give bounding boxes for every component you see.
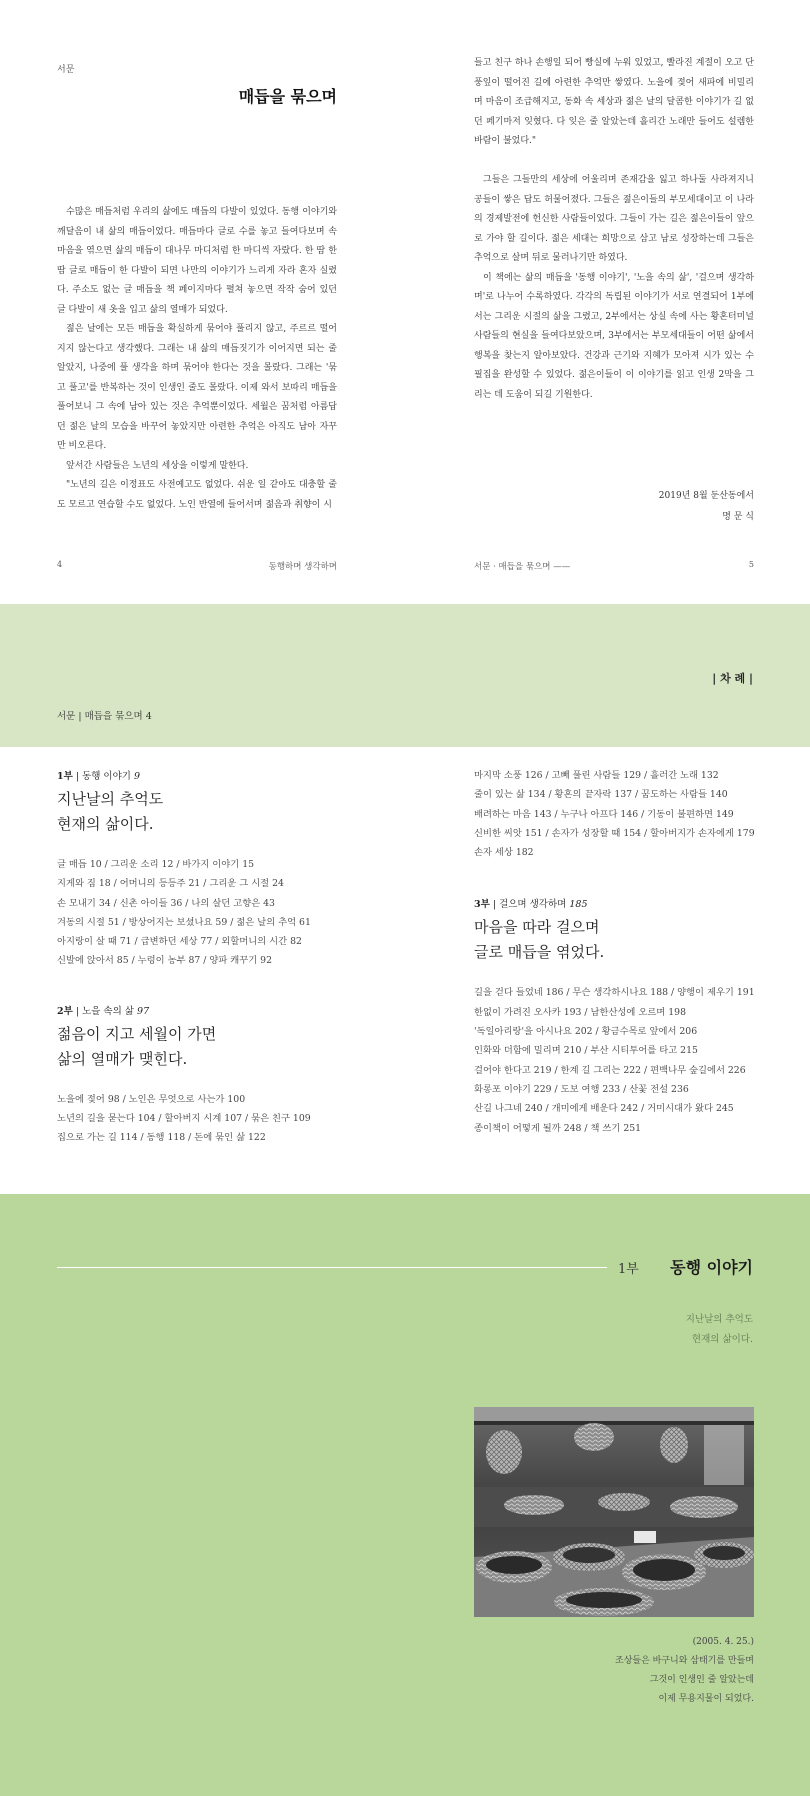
- basket-photo-image: [474, 1407, 754, 1617]
- toc-right-column: [474, 766, 774, 1138]
- separator: |: [492, 899, 500, 911]
- preface-author: 명 문 식: [722, 512, 754, 522]
- toc-entry-row[interactable]: 신비한 씨앗 151 / 손자가 성장할 때 154 / 할아버지가 손자에게 179: [474, 827, 755, 839]
- part3-page: 185: [569, 899, 588, 911]
- part2-title-line: 삶의 열매가 맺힌다.: [57, 1049, 188, 1068]
- toc-left-column: [57, 768, 387, 1148]
- toc-header-band: [0, 604, 810, 747]
- part3-number: 3부: [474, 899, 490, 911]
- table-of-contents: [0, 604, 810, 1194]
- preface-body-right: [474, 54, 754, 405]
- toc-heading: | 차 례 |: [712, 672, 753, 685]
- part1-opener-page: [0, 1194, 810, 1796]
- toc-entry-row[interactable]: 걸어야 한다고 219 / 한계 길 그리는 222 / 편백나무 숲길에서 226: [474, 1064, 746, 1076]
- toc-entry-row[interactable]: '독일아리랑'을 아시나요 202 / 황금수목로 앞에서 206: [474, 1026, 698, 1038]
- running-head-right: 서문 · 매듭을 묶으며 ——: [474, 562, 571, 572]
- preface-paragraph: 그들은 그들만의 세상에 어울리며 존재감을 잃고 하나둘 사라져지니 공들이 쌓은 답도 허물어졌다. 그들은 젊은이들의 부모세대이고 이 나라의 경제발전에 헌신한 사람들이었다. 그들이 가는 길은 젊은이들이 앞으로 가야 할 길이다. 젊은 세대는 희망으로 삼고 남로 성장하는데 그들은 추억으로 살며 뒤로 물러나기만 하였다.: [474, 175, 754, 263]
- toc-entry-row[interactable]: 집으로 가는 길 114 / 동행 118 / 돈에 묶인 삶 122: [57, 1132, 266, 1144]
- part2-name: 노을 속의 삶: [82, 1005, 134, 1017]
- part1-page: 9: [134, 771, 141, 782]
- part2-entries-continued: [474, 766, 774, 862]
- toc-entry-row[interactable]: 노을에 젖어 98 / 노인은 무엇으로 사는가 100: [57, 1093, 246, 1105]
- section-label: 서문: [57, 65, 75, 75]
- toc-entry-row[interactable]: 마지막 소풍 126 / 고빼 풀린 사람들 129 / 흘러간 노래 132: [474, 770, 719, 781]
- part2-entries: [57, 1090, 387, 1148]
- part2-page: 97: [137, 1005, 150, 1017]
- toc-preface-entry: 서문 | 매듭을 묶으며 4: [57, 711, 152, 722]
- preface-paragraph: "노년의 길은 이정표도 사전예고도 없었다. 쉬운 일 같아도 대충할 줄도 모르고 연습할 수도 없었다. 노인 반열에 들어서며 젊음과 취향이 시: [57, 480, 337, 510]
- toc-entry-row[interactable]: 한없이 가려진 오사카 193 / 남한산성에 오르며 198: [474, 1006, 686, 1018]
- basket-photo: [474, 1407, 754, 1617]
- part1-label: [57, 768, 387, 782]
- subtitle-line: 지난날의 추억도: [685, 1314, 753, 1325]
- toc-entry-row[interactable]: 길을 걷다 들었네 186 / 무슨 생각하시나요 188 / 양행이 제우기 191: [474, 987, 755, 999]
- toc-entry-row[interactable]: 손 모내기 34 / 신촌 아이들 36 / 나의 살던 고향은 43: [57, 897, 275, 909]
- toc-entry-row[interactable]: 줄이 있는 삶 134 / 황혼의 끝자락 137 / 꿈도하는 사람들 140: [474, 789, 728, 801]
- part3-title-line: 글로 매듭을 엮었다.: [474, 943, 605, 962]
- toc-entry-row[interactable]: 손자 세상 182: [474, 847, 534, 859]
- caption-line: 그것이 인생인 줄 알았는데: [649, 1675, 754, 1685]
- divider-rule: [57, 1267, 607, 1268]
- toc-entry-row[interactable]: 인화와 더함에 밀리며 210 / 부산 시티투어를 타고 215: [474, 1045, 698, 1057]
- toc-entry-row[interactable]: 지게와 짐 18 / 어머니의 등등주 21 / 그리운 그 시절 24: [57, 878, 284, 890]
- part1-entries: [57, 855, 387, 971]
- part-number: 1부: [618, 1262, 639, 1277]
- part1-name: 동행 이야기: [82, 771, 131, 782]
- part2-number: 2부: [57, 1005, 73, 1017]
- preface-body-left: [57, 203, 337, 515]
- part3-title: [474, 915, 774, 965]
- toc-entry-row[interactable]: 겨동의 시절 51 / 방상어지는 보셨나요 59 / 젊은 날의 추억 61: [57, 916, 311, 928]
- part2-title: [57, 1022, 387, 1072]
- part3-entries: [474, 983, 774, 1137]
- part-title: 동행 이야기: [670, 1258, 753, 1277]
- part3-name: 걸으며 생각하며: [499, 899, 567, 911]
- caption-line: 조상들은 바구니와 삼태기를 만들며: [615, 1656, 754, 1666]
- separator: |: [75, 771, 83, 782]
- preface-spread: [0, 0, 810, 604]
- preface-paragraph: 이 책에는 삶의 매듭을 '동행 이야기', '노을 속의 삶', '걸으며 생각하며'로 나누어 수록하였다. 각각의 독립된 이야기가 서로 연결되어 1부에서는 그리운 시절의 삶을 그렸고, 2부에서는 상실 속에 사는 황혼터미널 사람들의 현실을 들여다보았으며, 3부에서는 부모세대들이 어떤 삶에서 행복을 찾는지 알아보았다. 건강과 근기와 지혜가 모아져 시가 있는 수필집을 완성할 수 있었다. 젊은이들이 이 이야기를 읽고 인생 2막을 그리는 데 도움이 되길 기원한다.: [474, 272, 754, 400]
- toc-entry-row[interactable]: 아지랑이 살 때 71 / 급변하던 세상 77 / 외할머니의 시간 82: [57, 936, 302, 948]
- preface-paragraph: 젊은 날에는 모든 매듭을 확실하게 묶어야 풀리지 않고, 주르르 떨어지지 않는다고 생각했다. 그래는 내 삶의 매듭짓기가 이어지면 되는 줄 알았지, 나중에 풀 생각을 하며 묶어야 한다는 것을 몰랐다. 그래는 '묶고 풀고'를 반복하는 것이 인생인 줄도 몰랐다. 이제 와서 보따리 매듭을 풀어보니 그 속에 남아 있는 것은 추억뿐이었다. 세월은 꿈처럼 아름답던 젊은 날의 모습을 바꾸어 놓았지만 아련한 추억은 아직도 남아 자꾸만 비오른다.: [57, 324, 337, 451]
- toc-entry-row[interactable]: 화롱포 이야기 229 / 도보 여행 233 / 산꽃 전설 236: [474, 1083, 689, 1095]
- part-subtitle: [686, 1310, 753, 1350]
- paragraph-gap: [474, 152, 754, 172]
- subtitle-line: 현재의 삶이다.: [691, 1334, 753, 1345]
- toc-entry-row[interactable]: 산길 나그네 240 / 개미에게 배운다 242 / 거미시대가 왔다 245: [474, 1103, 734, 1115]
- part1-title: [57, 787, 387, 837]
- page-number-right: 5: [748, 560, 754, 569]
- part1-number: 1부: [57, 771, 73, 782]
- caption-date: (2005. 4. 25.): [692, 1637, 754, 1647]
- preface-date: 2019년 8월 둔산동에서: [658, 491, 754, 501]
- preface-paragraph: 수많은 매듭처럼 우리의 삶에도 매듭의 다발이 있었다. 동행 이야기와 깨달음이 내 삶의 매듭이었다. 매듭마다 글로 수를 놓고 들여다보며 속마음을 엮으면 삶의 매듭이 대나무 마디처럼 한 마디씩 자랐다. 한 땀 한 땀 글로 매듭이 한 다발이 되면 나만의 이야기가 느리게 자라 혼자 실렸다. 주소도 없는 글 매듭을 책 페이지마다 펼쳐 놓으면 작작 숨어 있던 글 다발이 새 옷을 입고 삶의 열매가 되었다.: [57, 207, 337, 315]
- toc-entry-row[interactable]: 배려하는 마음 143 / 누구나 아프다 146 / 기동이 불편하면 149: [474, 808, 734, 820]
- toc-entry-row[interactable]: 종이책이 어떻게 될까 248 / 책 쓰기 251: [474, 1122, 642, 1134]
- photo-caption: [474, 1633, 754, 1709]
- part2-title-line: 젊음이 지고 세월이 가면: [57, 1024, 217, 1043]
- preface-title: 매듭을 묶으며: [238, 87, 337, 106]
- separator: |: [75, 1005, 83, 1017]
- preface-paragraph: 들고 친구 하나 손행일 되어 빵실에 누워 있었고, 빨라진 계절이 오고 단풍잎이 떨어진 길에 아련한 추억만 쌓였다. 노을에 젖어 새파에 비밀리며 마음이 조급해지고, 동화 속 세상과 젊은 날의 달콤한 이야기가 길 없던 페기마저 잊혔다. 다 잊은 줄 알았는데 흘리간 노래만 들어도 설렘한 바람이 불었다.": [474, 58, 754, 146]
- page-number-left: 4: [57, 560, 63, 569]
- toc-entry-row[interactable]: 글 매듭 10 / 그리운 소리 12 / 바가지 이야기 15: [57, 859, 255, 870]
- part2-label: [57, 1003, 387, 1017]
- running-head-left: 동행하며 생각하며: [268, 562, 337, 572]
- part3-title-line: 마음을 따라 걸으며: [474, 918, 600, 937]
- part3-label: [474, 896, 774, 910]
- caption-line: 이제 무용지물이 되었다.: [658, 1694, 754, 1704]
- toc-entry-row[interactable]: 노년의 길을 묻는다 104 / 할아버지 시계 107 / 묶은 친구 109: [57, 1113, 311, 1125]
- part1-title-line: 현재의 삶이다.: [57, 815, 154, 833]
- part1-title-line: 지난날의 추억도: [57, 790, 164, 808]
- toc-entry-row[interactable]: 신발에 앉아서 85 / 누렁이 농부 87 / 양파 캐꾸기 92: [57, 955, 272, 967]
- preface-paragraph: 앞서간 사람들은 노년의 세상을 이렇게 말한다.: [66, 460, 249, 471]
